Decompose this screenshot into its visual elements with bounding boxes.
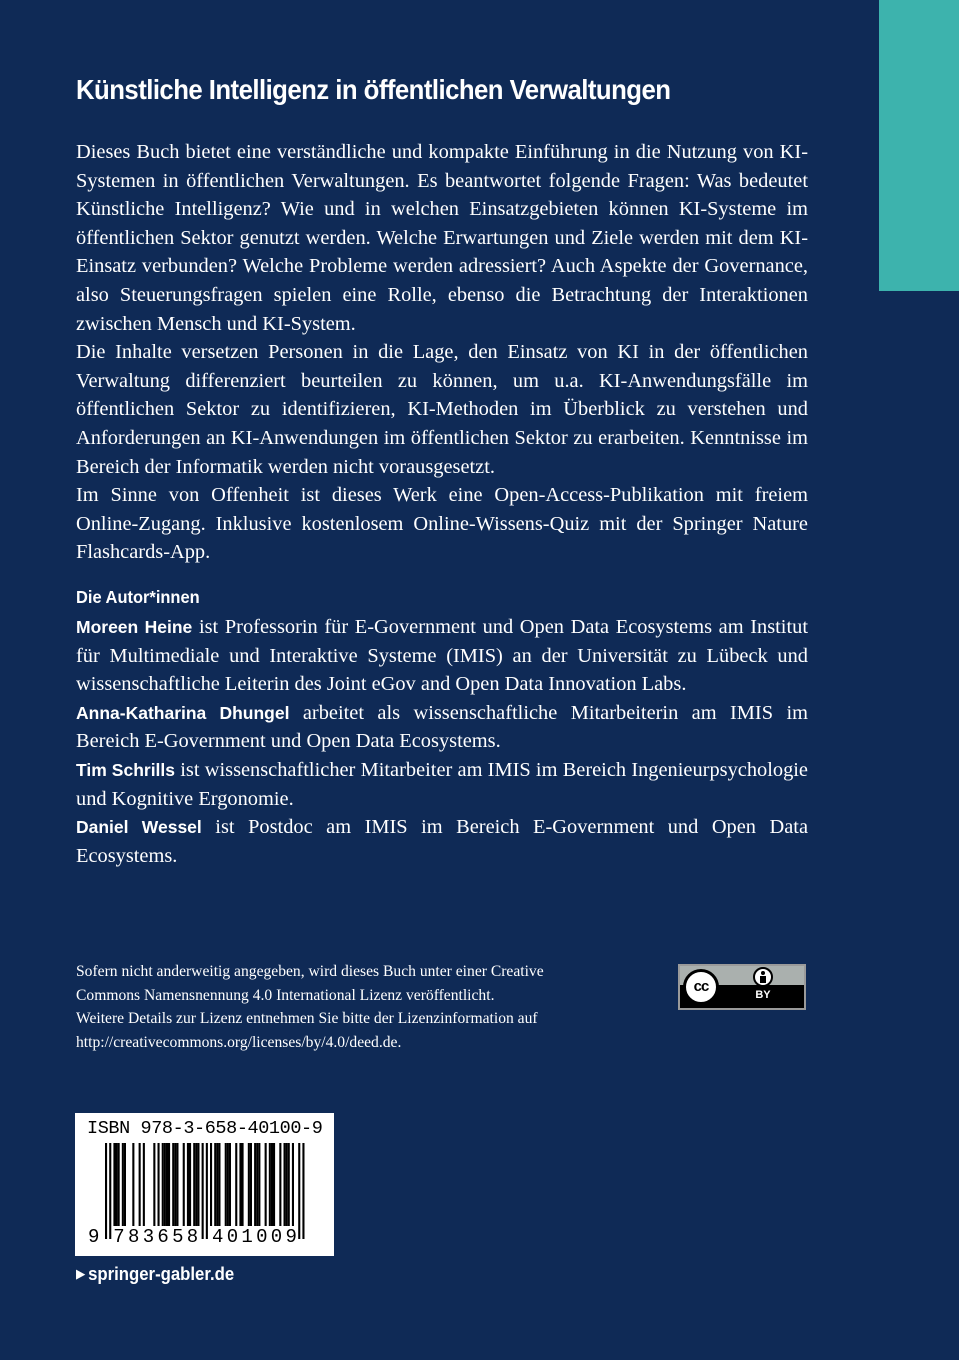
description-paragraph: Die Inhalte versetzen Personen in die Lage, den Einsatz von KI in der öffentlichen Verwaltung differenziert beurteilen zu können, um u.a. KI-Anwendungsfälle im öffentlichen Sektor zu identifizieren, KI-Methoden im Überblick zu verstehen und Anforderungen an KI-Anwendungen im öffentlichen Sektor zu erarbeiten. Kenntnisse im Bereich der Informatik werden nicht vorausgesetzt. <box>76 341 808 478</box>
barcode-bar <box>143 1143 145 1226</box>
barcode-bar <box>189 1143 191 1226</box>
license-line: Weitere Details zur Lizenz entnehmen Sie bitte der Lizenzinformation auf <box>76 1010 538 1028</box>
ean-digit: 0 <box>256 1226 268 1248</box>
license-line: Sofern nicht anderweitig angegeben, wird dieses Buch unter einer Creative <box>76 963 544 980</box>
barcode-bar <box>153 1143 155 1226</box>
barcode-bar <box>288 1143 290 1226</box>
ean-digit: 8 <box>186 1226 199 1248</box>
barcode-bar <box>132 1143 134 1226</box>
author-list <box>76 613 808 870</box>
barcode-bar <box>172 1143 174 1226</box>
barcode-bar <box>248 1143 250 1226</box>
barcode-bar <box>195 1143 197 1226</box>
barcode-bar <box>122 1143 124 1226</box>
author-name: Daniel Wessel <box>76 817 202 838</box>
license-notice <box>76 960 636 1055</box>
author-name: Tim Schrills <box>76 759 176 780</box>
license-line: Commons Namensnennung 4.0 International Lizenz veröffentlicht. <box>76 986 495 1004</box>
ean-digit: 0 <box>270 1226 283 1248</box>
ean-digit: 6 <box>157 1226 169 1248</box>
author-name: Moreen Heine <box>76 617 193 637</box>
barcode-bar <box>202 1143 204 1239</box>
barcode-bar <box>273 1143 275 1226</box>
barcode-bar <box>158 1143 160 1226</box>
barcode-bar <box>256 1143 258 1226</box>
barcode-bar <box>227 1143 229 1226</box>
barcode-bar <box>139 1143 141 1226</box>
barcode-bar <box>258 1143 260 1226</box>
ean-digit: 8 <box>128 1226 140 1248</box>
barcode-bar <box>193 1143 195 1226</box>
barcode-bar <box>109 1143 111 1239</box>
barcode-bar <box>162 1143 164 1226</box>
ean-digit: 9 <box>285 1226 297 1248</box>
author-name: Anna-Katharina Dhungel <box>76 702 290 723</box>
ean-digit: 7 <box>113 1226 125 1248</box>
publisher-label: springer-gabler.de <box>88 1264 235 1284</box>
attribution-person-icon <box>753 967 773 987</box>
ean-digit: 9 <box>88 1226 100 1248</box>
barcode-bar <box>118 1143 120 1226</box>
authors-heading: Die Autor*innen <box>76 587 200 607</box>
book-title: Künstliche Intelligenz in öffentlichen Verwaltungen <box>76 74 671 105</box>
barcode-bar <box>250 1143 252 1226</box>
barcode-bar <box>164 1143 166 1226</box>
barcode-bar <box>105 1143 107 1239</box>
barcode-bar <box>216 1143 218 1226</box>
author-bio: ist Postdoc am IMIS im Bereich E-Government und Open Data Ecosystems. <box>76 816 808 867</box>
barcode-bar <box>229 1143 231 1226</box>
arrow-icon: ▶ <box>76 1266 86 1281</box>
by-label: BY <box>755 989 771 1001</box>
barcode-bar <box>279 1143 281 1226</box>
barcode-bar <box>284 1143 286 1226</box>
publisher-link[interactable] <box>76 1262 234 1286</box>
barcode-bar <box>286 1143 288 1226</box>
ean-digit: 3 <box>142 1226 155 1248</box>
barcode-bar <box>265 1143 267 1226</box>
author-bio: ist Professorin für E-Government und Open Data Ecosystems am Institut für Multimediale und Interaktive Systeme (IMIS) an der Universität zu Lübeck und wissenschaftliche Leiterin des Joint eGov and Open Data Innovation Labs. <box>76 616 808 696</box>
accent-tab <box>879 0 959 291</box>
barcode-bar <box>210 1143 212 1226</box>
cc-icon: cc <box>683 969 719 1005</box>
author-bio: ist wissenschaftlicher Mitarbeiter am IMIS im Bereich Ingenieurpsychologie und Kognitive Ergonomie. <box>76 758 808 810</box>
barcode-bar <box>271 1143 273 1226</box>
barcode-bar <box>168 1143 170 1226</box>
barcode-bar <box>254 1143 256 1226</box>
barcode-bar <box>124 1143 126 1226</box>
barcode-bar <box>197 1143 199 1226</box>
ean-digit: 0 <box>226 1226 239 1248</box>
barcode-bar <box>176 1143 178 1226</box>
barcode-bar <box>292 1143 294 1226</box>
author-entry <box>76 699 808 756</box>
barcode-bar <box>269 1143 271 1226</box>
author-bio: arbeitet als wissenschaftliche Mitarbeiterin am IMIS im Bereich E-Government und Open Data Ecosystems. <box>76 701 808 753</box>
barcode-bar <box>239 1143 241 1226</box>
description-paragraph: Dieses Buch bietet eine verständliche und kompakte Einführung in die Nutzung von KI-Systemen in öffentlichen Verwaltungen. Es beantwortet folgende Fragen: Was bedeutet Künstliche Intelligenz? Wie und in welchen Einsatzgebieten können KI-Systeme im öffentlichen Sektor genutzt werden. Welche Erwartungen und Ziele werden mit dem KI-Einsatz verbunden? Welche Probleme werden adressiert? Auch Aspekte der Governance, also Steuerungsfragen spielen eine Rolle, ebenso die Betrachtung der Interaktionen zwischen Mensch und KI-System. <box>76 141 808 335</box>
ean-digit: 4 <box>212 1226 224 1248</box>
barcode-bar <box>242 1143 244 1226</box>
barcode-bar <box>298 1143 300 1239</box>
barcode-bar <box>302 1143 304 1239</box>
description-paragraph: Im Sinne von Offenheit ist dieses Werk eine Open-Access-Publikation mit freiem Online-Zugang. Inklusive kostenlosem Online-Wissens-Quiz mit der Springer Nature Flashcards-App. <box>76 484 808 564</box>
author-entry <box>76 613 808 699</box>
author-entry <box>76 813 808 870</box>
ean-digit: 1 <box>241 1226 253 1248</box>
isbn-label: ISBN 978-3-658-40100-9 <box>87 1118 323 1139</box>
ean-digit: 5 <box>172 1226 184 1248</box>
barcode-bar <box>218 1143 220 1226</box>
author-entry <box>76 756 808 813</box>
license-url[interactable]: http://creativecommons.org/licenses/by/4.0/deed.de. <box>76 1034 402 1052</box>
barcode-bar <box>166 1143 168 1226</box>
book-description <box>76 138 808 567</box>
barcode-bar <box>174 1143 176 1226</box>
barcode-bar <box>113 1143 115 1226</box>
barcode-bar <box>183 1143 185 1226</box>
barcode-bar <box>235 1143 237 1226</box>
barcode-bar <box>187 1143 189 1226</box>
barcode-bar <box>214 1143 216 1226</box>
barcode-bar <box>116 1143 118 1226</box>
barcode-bar <box>225 1143 227 1226</box>
cc-by-license-badge[interactable] <box>678 964 806 1010</box>
isbn-barcode <box>75 1113 334 1256</box>
barcode-bar <box>206 1143 208 1239</box>
